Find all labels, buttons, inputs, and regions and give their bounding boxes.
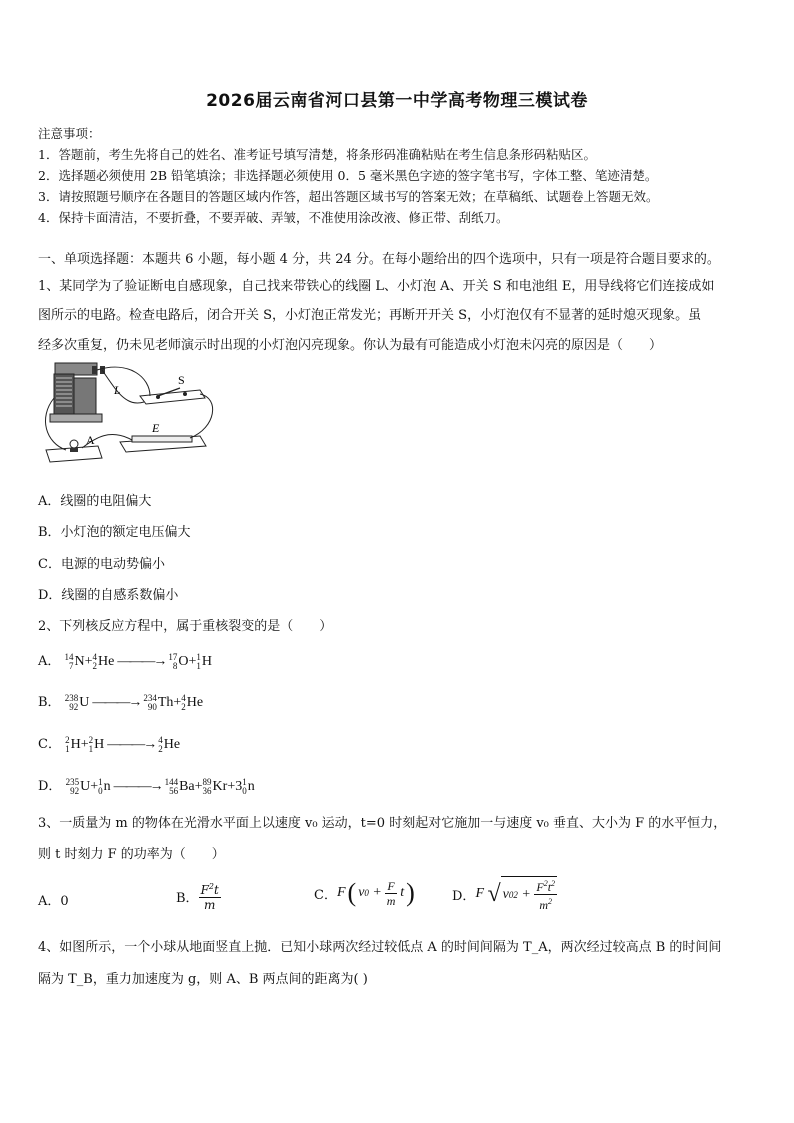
notes-item: 2．选择题必须使用 2B 铅笔填涂；非选择题必须使用 0．5 毫米黑色字迹的签字笔书写，字体工整、笔迹清楚。 [38,168,658,183]
circuit-figure [40,358,216,466]
option-label: A． [38,654,61,669]
q2-option-d: D． 235 92 U+ 1 0 n ———→ 144 56 Ba+ 89 36 Kr+3 1 0 n [38,776,255,796]
question-4-line: 隔为 T_B，重力加速度为 g，则 A、B 两点间的距离为( ) [38,972,368,987]
q3-option-a: A．0 [38,894,69,909]
q1-option-a: A．线圈的电阻偏大 [38,494,152,509]
option-label: C． [38,737,61,752]
question-3-line: 则 t 时刻力 F 的功率为（ ） [38,847,225,862]
question-3-line: 3、一质量为 m 的物体在光滑水平面上以速度 v₀ 运动，t=0 时刻起对它施加一与速度 v₀ 垂直、大小为 F 的水平恒力， [38,816,727,831]
battery-label: E [152,421,160,435]
question-1-line: 图所示的电路。检查电路后，闭合开关 S，小灯泡正常发光；再断开开关 S，小灯泡仅有不显著的延时熄灭现象。虽 [38,308,702,323]
question-2-stem: 2、下列核反应方程中，属于重核裂变的是（ ） [38,619,333,634]
option-label: B． [38,695,61,710]
page-title: 2026届云南省河口县第一中学高考物理三模试卷 [206,91,588,111]
notes-item: 3．请按照题号顺序在各题目的答题区域内作答，超出答题区域书写的答案无效；在草稿纸、试题卷上答题无效。 [38,189,659,204]
q3-option-c: C． F ( v 0 + $\frac{F}{m}$ t ) [314,878,415,908]
lamp-label: A [86,433,95,447]
q1-option-d: D．线圈的自感系数偏小 [38,588,179,603]
notes-item: 1．答题前，考生先将自己的姓名、准考证号填写清楚，将条形码准确粘贴在考生信息条形码粘贴区。 [38,147,596,162]
option-label: D． [38,779,62,794]
switch-label: S [178,373,185,387]
q2-option-b: B． 238 92 U ———→ 234 90 Th+ 4 2 He [38,692,204,712]
section-heading: 一、单项选择题：本题共 6 小题，每小题 4 分，共 24 分。在每小题给出的四个选项中，只有一项是符合题目要求的。 [38,252,720,267]
option-label: C． [314,887,337,903]
notes-heading: 注意事项： [38,126,101,141]
question-4-line: 4、如图所示，一个小球从地面竖直上抛．已知小球两次经过较低点 A 的时间间隔为 T_A，两次经过较高点 B 的时间间 [38,940,722,955]
option-label: D． [452,888,476,904]
q3-option-b: B． $\frac{F^2t}{m}$ [176,882,219,912]
q2-option-c: C． 2 1 H+ 2 1 H ———→ 4 2 He [38,734,181,754]
q2-option-a: A． 14 7 N+ 4 2 He ———→ 17 8 O+ 1 1 H [38,651,213,671]
q1-option-b: B．小灯泡的额定电压偏大 [38,525,191,540]
notes-item: 4．保持卡面清洁，不要折叠，不要弄破、弄皱，不准使用涂改液、修正带、刮纸刀。 [38,210,509,225]
question-1-line: 经多次重复，仍未见老师演示时出现的小灯泡闪亮现象。你认为最有可能造成小灯泡未闪亮的原因是（ ） [38,338,663,353]
option-label: B． [176,890,199,906]
question-1-line: 1、某同学为了验证断电自感现象，自己找来带铁心的线圈 L、小灯泡 A、开关 S 和电池组 E，用导线将它们连接成如 [38,279,715,294]
q3-option-d: D． F √ v 0 2 + $\frac{F^2t^2}{m^2}$ [452,876,557,912]
coil-label: L [114,383,121,397]
q1-option-c: C．电源的电动势偏小 [38,557,165,572]
